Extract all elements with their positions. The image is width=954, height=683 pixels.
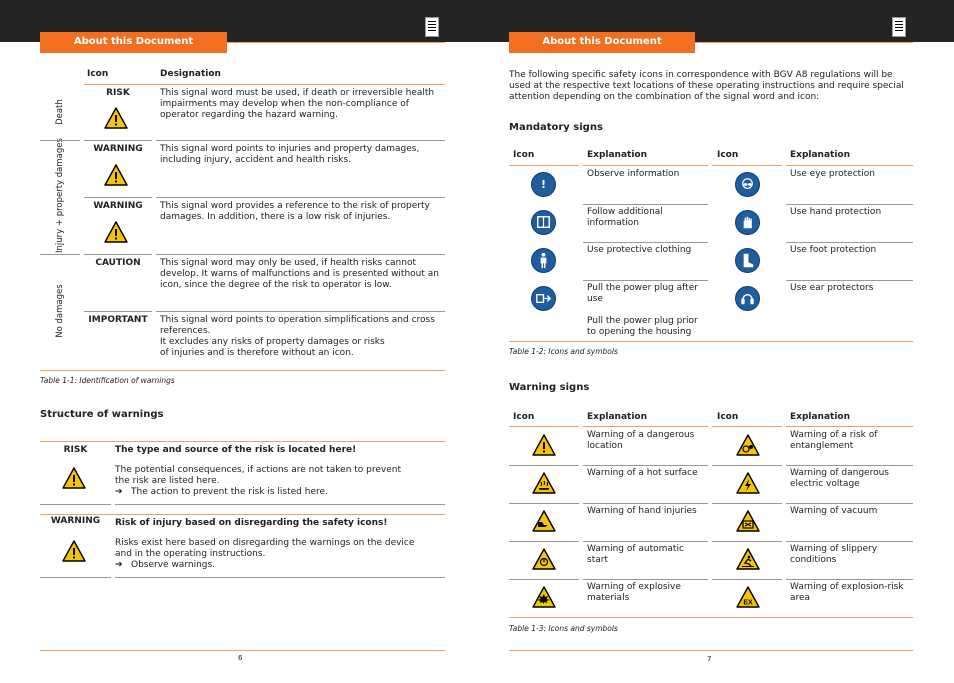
- section-tab: About this Document: [40, 32, 227, 53]
- vacuum-icon: [736, 509, 760, 533]
- row-rule: [115, 577, 445, 578]
- col-header-explanation: Explanation: [790, 412, 851, 422]
- table-caption: Table 1-3: Icons and symbols: [509, 624, 618, 633]
- col-header-explanation: Explanation: [587, 412, 648, 422]
- warning-triangle-icon: [104, 106, 128, 130]
- warning-triangle-icon: [62, 539, 86, 563]
- col-header-explanation: Explanation: [790, 150, 851, 160]
- row-rule: [786, 465, 913, 466]
- row-rule: [712, 579, 782, 580]
- row-rule: [84, 197, 152, 198]
- col-header-icon: Icon: [513, 150, 535, 160]
- automatic-start-icon: [532, 547, 556, 571]
- row-rule: [84, 254, 152, 255]
- exclamation-mandatory-icon: !: [531, 172, 556, 197]
- group-label: No damages: [55, 284, 65, 338]
- header-rule: [583, 426, 708, 427]
- hand-injury-icon: [532, 509, 556, 533]
- table-caption: Table 1-1: Identification of warnings: [40, 376, 175, 385]
- icon-explanation: Warning of hand injuries: [587, 506, 697, 516]
- row-rule: [786, 541, 913, 542]
- power-plug-icon: [531, 286, 556, 311]
- row-rule: [509, 465, 579, 466]
- icon-explanation: Pull the power plug prior to opening the housing: [587, 316, 698, 337]
- row-rule: [583, 541, 708, 542]
- row-rule: [583, 503, 708, 504]
- header-rule: [84, 84, 445, 85]
- header-rule: [712, 165, 782, 166]
- col-header-designation: Designation: [160, 69, 221, 79]
- document-icon: [892, 17, 906, 37]
- signal-word: CAUTION: [95, 258, 141, 268]
- structure-rule: [40, 441, 445, 442]
- col-header-icon: Icon: [717, 412, 739, 422]
- icon-explanation: Observe information: [587, 169, 680, 179]
- header-rule: [786, 426, 913, 427]
- section-heading: Structure of warnings: [40, 409, 164, 420]
- arrow-icon: ➔: [115, 560, 123, 570]
- row-rule: [156, 311, 445, 312]
- signal-word: WARNING: [50, 516, 101, 526]
- ear-protection-icon: [735, 286, 760, 311]
- row-rule: [509, 541, 579, 542]
- table-bottom-rule: [509, 341, 913, 342]
- row-rule: [786, 503, 913, 504]
- col-header-icon: Icon: [87, 69, 109, 79]
- warning-body: The potential consequences, if actions are not taken to prevent the risk are listed here.: [115, 465, 402, 486]
- signal-word: WARNING: [93, 144, 143, 154]
- page-number: 7: [707, 655, 712, 663]
- footer-rule: [509, 650, 913, 651]
- icon-explanation: Warning of a hot surface: [587, 468, 698, 478]
- row-rule: [583, 242, 708, 243]
- row-rule: [40, 254, 80, 255]
- footer-rule: [40, 650, 445, 651]
- signal-word: IMPORTANT: [88, 315, 148, 325]
- warning-triangle-icon: [62, 466, 86, 490]
- signal-word: RISK: [63, 445, 88, 455]
- icon-explanation: Warning of a risk of entanglement: [790, 430, 878, 451]
- warning-triangle-icon: [104, 163, 128, 187]
- row-rule: [156, 197, 445, 198]
- icon-explanation: Use hand protection: [790, 207, 882, 217]
- icon-explanation: Warning of slippery conditions: [790, 544, 878, 565]
- book-mandatory-icon: [531, 210, 556, 235]
- row-rule: [156, 254, 445, 255]
- row-rule: [786, 242, 913, 243]
- icon-explanation: Warning of automatic start: [587, 544, 684, 565]
- row-rule: [509, 503, 579, 504]
- icon-explanation: Warning of explosion-risk area: [790, 582, 904, 603]
- row-rule: [786, 579, 913, 580]
- explosive-materials-icon: [532, 585, 556, 609]
- row-rule: [712, 465, 782, 466]
- ex-label: EX: [743, 599, 753, 607]
- row-rule: [40, 577, 111, 578]
- icon-explanation: Warning of a dangerous location: [587, 430, 695, 451]
- icon-explanation: Use foot protection: [790, 245, 877, 255]
- page-number: 6: [238, 654, 243, 662]
- signal-word: RISK: [106, 88, 130, 98]
- col-header-explanation: Explanation: [587, 150, 648, 160]
- structure-rule: [40, 514, 445, 515]
- icon-explanation: Use ear protectors: [790, 283, 874, 293]
- group-label: Injury + property damages: [55, 138, 65, 253]
- warning-body: Risks exist here based on disregarding the warnings on the device and in the operating instructions.: [115, 538, 415, 559]
- row-rule: [786, 280, 913, 281]
- tab-underline: [695, 42, 913, 43]
- col-header-icon: Icon: [717, 150, 739, 160]
- icon-explanation: Use protective clothing: [587, 245, 692, 255]
- dangerous-location-icon: [532, 433, 556, 457]
- foot-protection-icon: [735, 248, 760, 273]
- explosion-risk-area-icon: [736, 585, 760, 609]
- row-rule: [115, 504, 445, 505]
- header-rule: [509, 426, 579, 427]
- icon-explanation: Follow additional information: [587, 207, 663, 228]
- table-bottom-rule: [509, 617, 913, 618]
- row-rule: [156, 140, 445, 141]
- slippery-icon: [736, 547, 760, 571]
- icon-explanation: Warning of vacuum: [790, 506, 878, 516]
- table-bottom-rule: [40, 370, 445, 371]
- hot-surface-icon: [532, 471, 556, 495]
- icon-explanation: Pull the power plug after use: [587, 283, 698, 304]
- warning-triangle-icon: [104, 220, 128, 244]
- row-rule: [84, 311, 152, 312]
- signal-description: This signal word points to injuries and property damages, including injury, accident and health risks.: [160, 144, 420, 165]
- row-rule: [712, 541, 782, 542]
- row-rule: [583, 579, 708, 580]
- signal-description: This signal word provides a reference to the risk of property damages. In addition, there is a low risk of injuries.: [160, 201, 430, 222]
- protective-clothing-icon: [531, 248, 556, 273]
- signal-word: WARNING: [93, 201, 143, 211]
- row-rule: [40, 504, 111, 505]
- warning-action: The action to prevent the risk is listed here.: [131, 487, 328, 497]
- row-rule: [84, 140, 152, 141]
- warning-title: Risk of injury based on disregarding the safety icons!: [115, 518, 388, 528]
- header-rule: [583, 165, 708, 166]
- warning-title: The type and source of the risk is located here!: [115, 445, 357, 455]
- icon-explanation: Warning of dangerous electric voltage: [790, 468, 889, 489]
- intro-text: The following specific safety icons in correspondence with BGV A8 regulations will be used at the respective text locations of these operating instructions and require special attention depending on the combination of the signal word and icon:: [509, 70, 904, 102]
- icon-explanation: Warning of explosive materials: [587, 582, 681, 603]
- arrow-icon: ➔: [115, 487, 123, 497]
- entanglement-icon: [736, 433, 760, 457]
- row-rule: [583, 280, 708, 281]
- row-rule: [583, 465, 708, 466]
- warning-action: Observe warnings.: [131, 560, 216, 570]
- row-rule: [40, 140, 80, 141]
- section-heading: Warning signs: [509, 382, 590, 393]
- row-rule: [712, 503, 782, 504]
- section-heading: Mandatory signs: [509, 122, 603, 133]
- electric-voltage-icon: [736, 471, 760, 495]
- document-icon: [425, 17, 439, 37]
- tab-underline: [227, 42, 445, 43]
- header-rule: [712, 426, 782, 427]
- row-rule: [509, 579, 579, 580]
- col-header-icon: Icon: [513, 412, 535, 422]
- row-rule: [786, 204, 913, 205]
- header-rule: [786, 165, 913, 166]
- eye-protection-icon: [735, 172, 760, 197]
- signal-description: This signal word points to operation simplifications and cross references. It excludes any risks of property damages or risks of injuries and is therefore without an icon.: [160, 315, 435, 358]
- icon-explanation: Use eye protection: [790, 169, 875, 179]
- group-label: Death: [55, 99, 65, 125]
- section-tab: About this Document: [509, 32, 695, 53]
- row-rule: [583, 204, 708, 205]
- signal-description: This signal word may only be used, if health risks cannot develop. It warns of malfunctions and is presented without an icon, since the degree of the risk to operator is low.: [160, 258, 439, 290]
- header-rule: [509, 165, 579, 166]
- table-caption: Table 1-2: Icons and symbols: [509, 347, 618, 356]
- hand-protection-icon: [735, 210, 760, 235]
- signal-description: This signal word must be used, if death or irreversible health impairments may develop when the non-compliance of operator regarding the hazard warning.: [160, 88, 435, 120]
